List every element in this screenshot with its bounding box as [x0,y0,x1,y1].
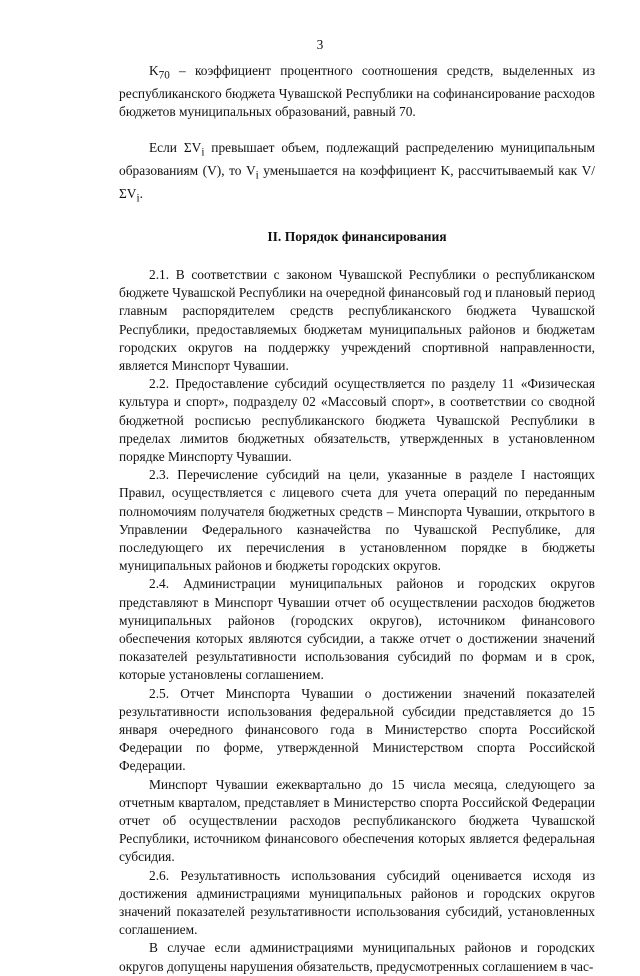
k70-subscript: 70 [158,69,170,82]
paragraph-minsport-report: Минспорт Чувашии ежеквартально до 15 числа месяца, следующего за отчетным кварталом, представляет в Министерство спорта Российской Федерации отчет об осуществлении расходов республиканского бюджета Чувашской Республики, источником финансового обеспечения которых является федеральная субсидия. [119,776,595,865]
rule-part-c: уменьшается на коэффициент K, рассчитываемый как V/ΣV [119,163,595,202]
rule-sub-a: i [201,146,205,159]
k70-definition [119,62,595,121]
paragraph-2-6: 2.6. Результативность использования субсидий оценивается исходя из достижения администрациями муниципальных районов и городских округов значений показателей результативности использования субсидий, установленных соглашением. [119,867,595,938]
k70-text: – коэффициент процентного соотношения средств, выделенных из республиканского бюджета Чувашской Республики на софинансирование расходов бюджетов муниципальных образований, равный 70. [119,63,595,120]
paragraph-2-3: 2.3. Перечисление субсидий на цели, указанные в разделе I настоящих Правил, осуществляется с лицевого счета для учета операций по переданным полномочиям получателя бюджетных средств – Минспорта Чувашии, открытого в Управлении Федерального казначейства по Чувашской Республике, для последующего их перечисления в установленном порядке в бюджеты муниципальных районов и бюджеты городских округов. [119,467,595,574]
document-body [119,62,595,976]
rule-part-a: Если ΣV [149,140,202,156]
paragraph-2-4: 2.4. Администрации муниципальных районов и городских округов представляют в Минспорт Чувашии отчет об осуществлении расходов бюджетов муниципальных районов (городских округов), источником финансового обеспечения которых являются субсидии, а также отчет о достижении значений показателей результативности использования субсидий по формам и в срок, которые установлены соглашением. [119,576,595,683]
page-number: 3 [316,37,324,52]
paragraph-violations: В случае если администрациями муниципальных районов и городских округов допущены нарушения обязательств, предусмотренных соглашением в час- [119,940,595,974]
rule-sub-b: i [255,169,259,182]
rule-part-b: превышает объем, подлежащий распределению муниципальным образованиям (V), то V [119,140,595,179]
reduction-rule [119,139,595,208]
rule-part-d: . [139,186,143,202]
paragraph-2-1: 2.1. В соответствии с законом Чувашской Республики о республиканском бюджете Чувашской Республики на очередной финансовый год и плановый период главным распорядителем средств республиканского бюджета Чувашской Республики, предоставляемых бюджетам муниципальных районов и бюджетам городских округов на поддержку учреждений спортивной направленности, является Минспорт Чувашии. [119,266,595,373]
section-title: II. Порядок финансирования [267,228,447,244]
rule-sub-c: i [136,192,140,205]
paragraph-2-5: 2.5. Отчет Минспорта Чувашии о достижении значений показателей результативности использования федеральной субсидии представляется до 15 января очередного финансового года в Министерство спорта Российской Федерации по форме, утвержденной Министерством спорта Российской Федерации. [119,685,595,774]
k70-symbol: K [149,63,159,78]
paragraph-2-2: 2.2. Предоставление субсидий осуществляется по разделу 11 «Физическая культура и спорт», подразделу 02 «Массовый спорт», в соответствии со сводной бюджетной росписью республиканского бюджета Чувашской Республики в пределах лимитов бюджетных обязательств, утвержденных в установленном порядке Минспорту Чувашии. [119,376,595,464]
